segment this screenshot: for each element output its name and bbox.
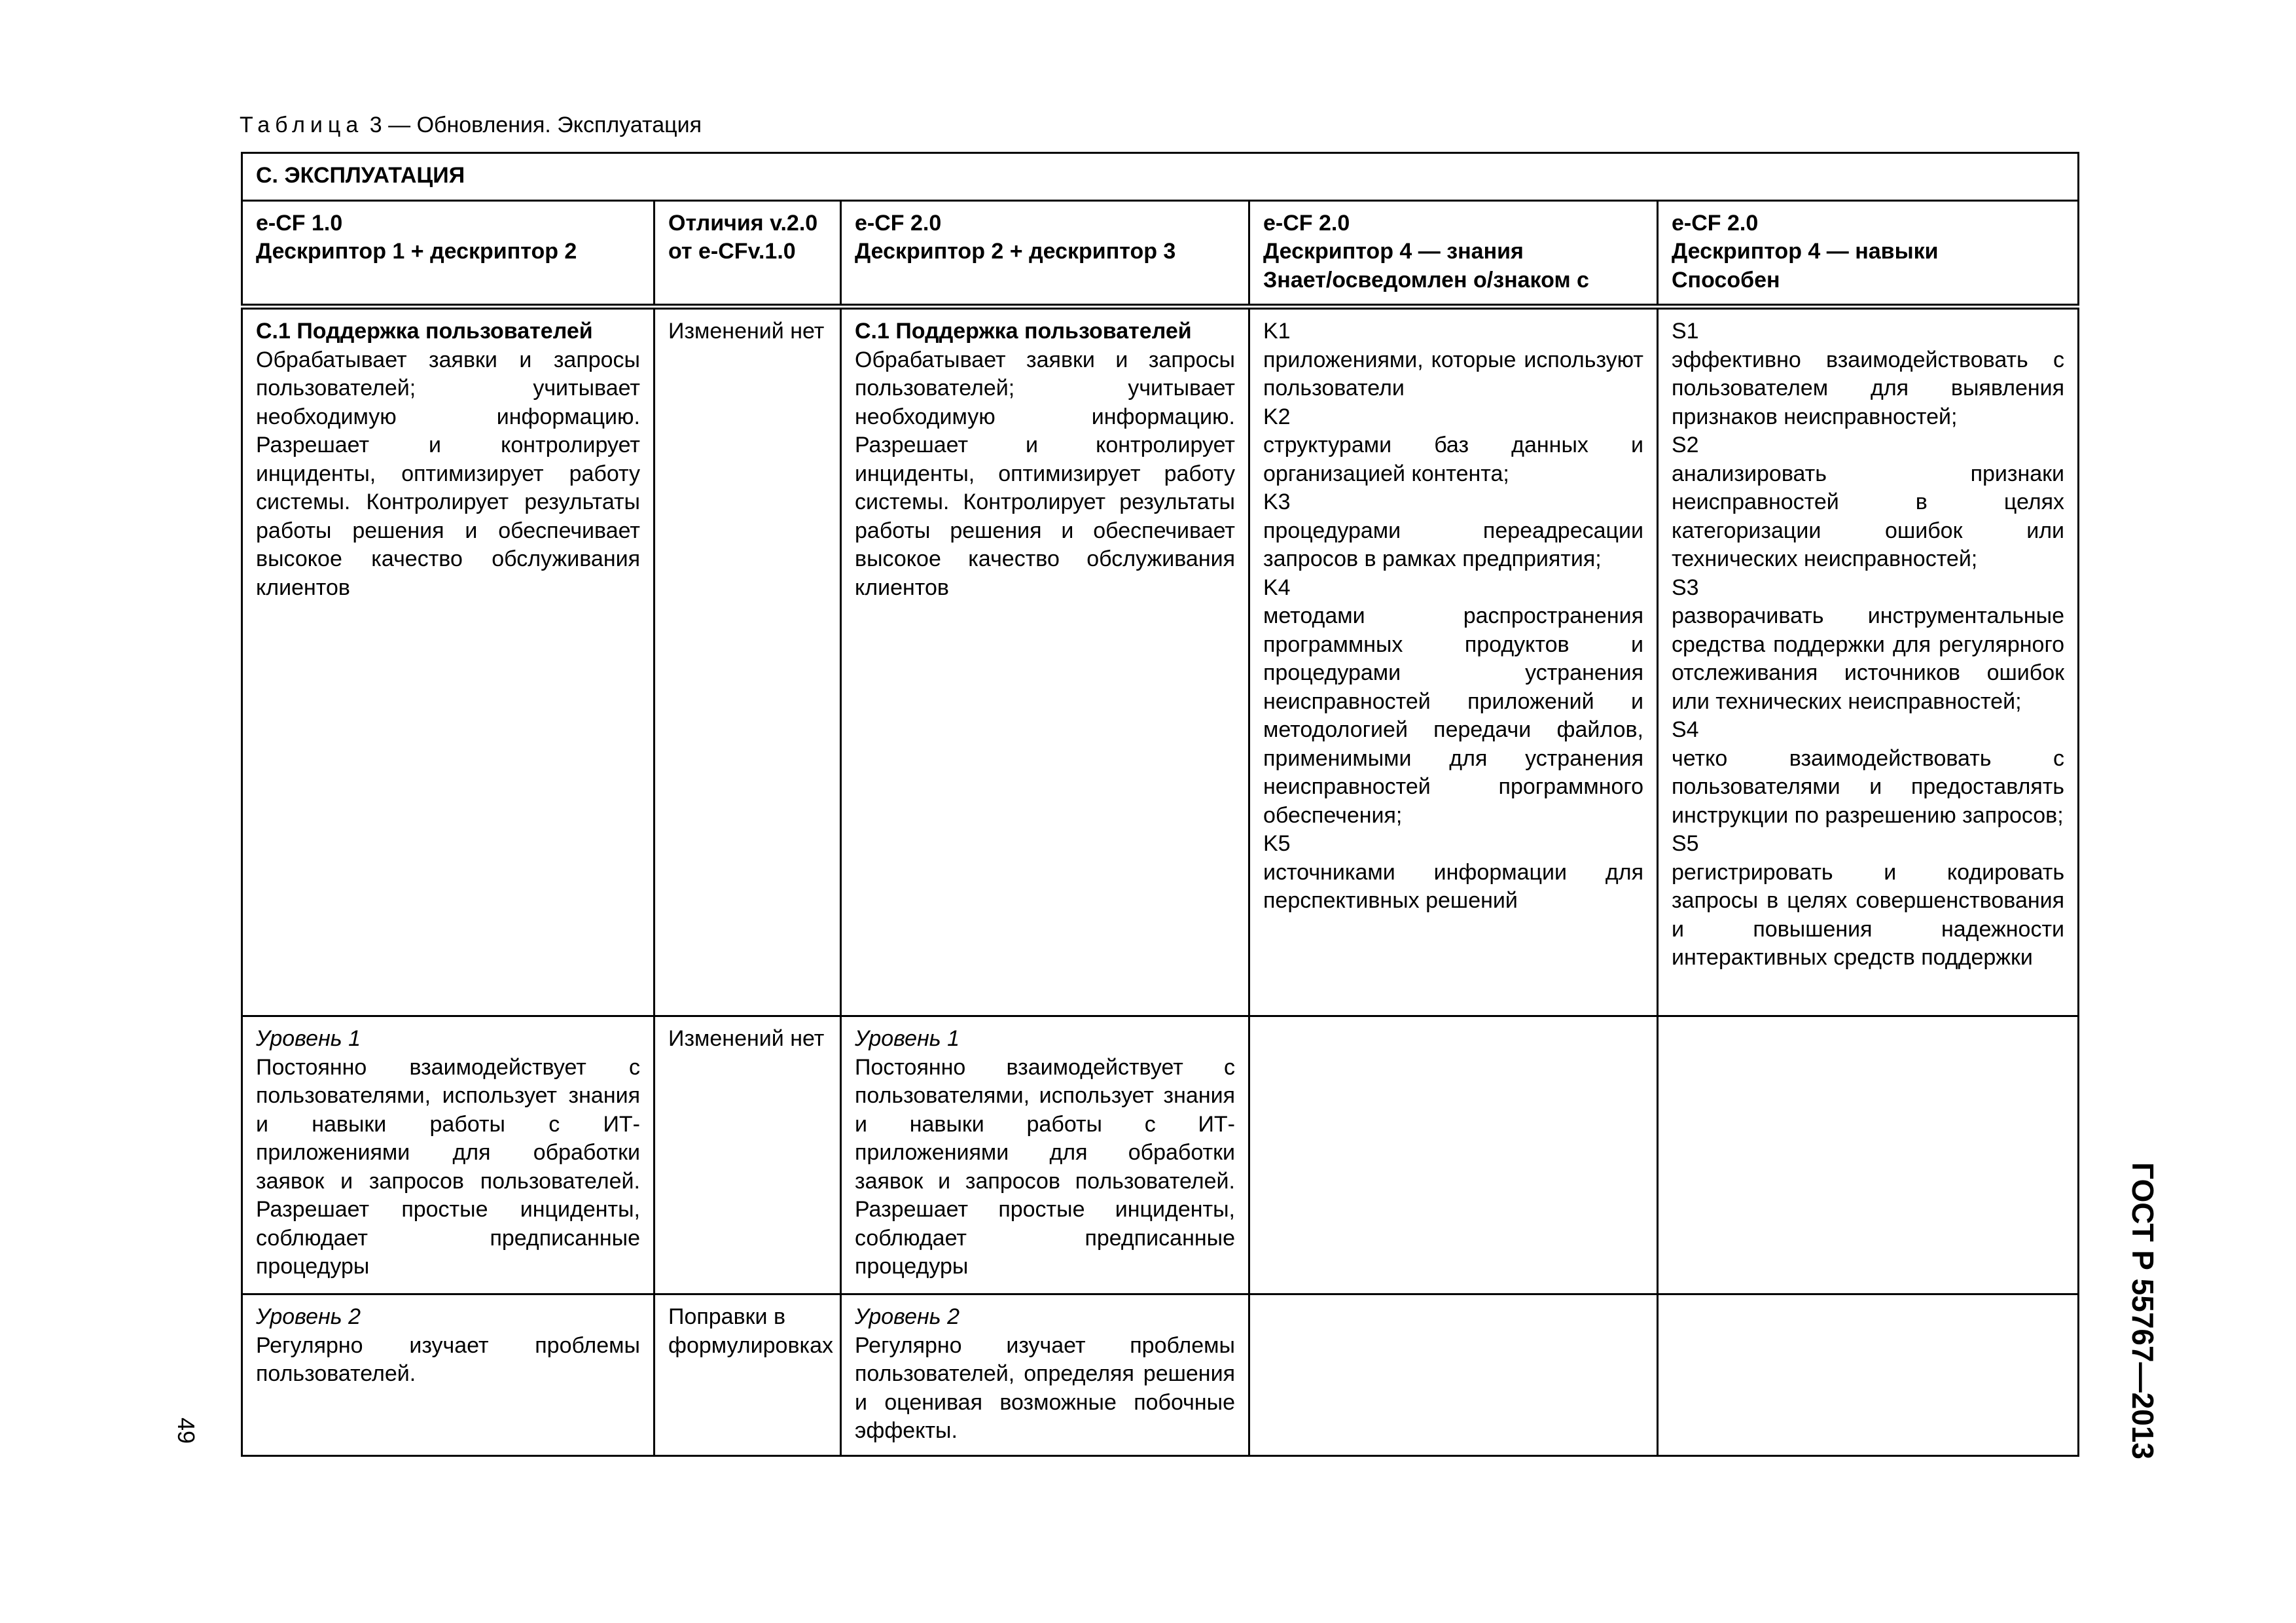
skill-text: разворачивать инструментальные средства поддержки для регулярного отслеживания источников ошибок или технических неисправностей; <box>1672 603 2065 714</box>
skill-code: S1 <box>1672 319 1699 344</box>
skill-code: S4 <box>1672 717 1699 742</box>
table-row-c1 <box>242 307 2079 1016</box>
skill-text: четко взаимодействовать с пользователями и предоставлять инструкции по разрешению запросов; <box>1672 745 2065 828</box>
skill-code: S2 <box>1672 433 1699 457</box>
header-line: от e-CFv.1.0 <box>668 239 796 264</box>
level-label: Уровень 2 <box>855 1304 960 1329</box>
cell-c1-v1 <box>242 307 655 1016</box>
knowledge-text: источниками информации для перспективных решений <box>1263 859 1643 913</box>
cell-l2-v1 <box>242 1294 655 1456</box>
cell-c1-knowledge <box>1249 307 1658 1016</box>
header-cell-ecf1 <box>242 200 655 307</box>
header-line: Способен <box>1672 267 1780 293</box>
header-line: e-CF 2.0 <box>1263 210 1350 236</box>
header-line: Дескриптор 1 + дескриптор 2 <box>256 239 577 264</box>
level-description: Регулярно изучает проблемы пользователей. <box>256 1332 640 1386</box>
level-label: Уровень 2 <box>256 1304 361 1329</box>
cell-c1-v2 <box>841 307 1249 1016</box>
knowledge-text: структурами баз данных и организацией контента; <box>1263 433 1643 486</box>
knowledge-code: K4 <box>1263 575 1291 600</box>
cell-l2-diff: Поправки в формулировках <box>655 1294 841 1456</box>
knowledge-text: приложениями, которые используют пользователи <box>1263 347 1643 401</box>
knowledge-code: K1 <box>1263 319 1291 344</box>
level-label: Уровень 1 <box>855 1026 960 1051</box>
level-description: Регулярно изучает проблемы пользователей, определяя решения и оценивая возможные побочные эффекты. <box>855 1332 1235 1443</box>
standard-code: ГОСТ Р 55767—2013 <box>2126 1162 2160 1459</box>
header-cell-ecf2-desc23 <box>841 200 1249 307</box>
header-cell-diff <box>655 200 841 307</box>
cell-l2-v2 <box>841 1294 1249 1456</box>
cell-l1-v2 <box>841 1016 1249 1294</box>
skill-code: S3 <box>1672 575 1699 600</box>
table-caption <box>240 110 702 140</box>
header-cell-ecf2-skills <box>1658 200 2079 307</box>
knowledge-code: K2 <box>1263 404 1291 429</box>
level-description: Постоянно взаимодействует с пользователями, использует знания и навыки работы с ИТ-приложениями для обработки заявок и запросов пользователей. Разрешает простые инциденты, соблюдает предписанные процедуры <box>855 1054 1235 1279</box>
header-line: e-CF 2.0 <box>855 210 942 236</box>
cell-c1-skills <box>1658 307 2079 1016</box>
header-line: Знает/осведомлен о/знаком с <box>1263 267 1589 293</box>
cell-l1-diff: Изменений нет <box>655 1016 841 1294</box>
header-line: Дескриптор 4 — навыки <box>1672 239 1939 264</box>
knowledge-code: K5 <box>1263 831 1291 856</box>
cell-l2-knowledge-empty <box>1249 1294 1658 1456</box>
column-header-row <box>242 200 2079 307</box>
section-header-row <box>242 153 2079 201</box>
knowledge-text: процедурами переадресации запросов в рамках предприятия; <box>1263 518 1643 571</box>
header-cell-ecf2-knowledge <box>1249 200 1658 307</box>
level-label: Уровень 1 <box>256 1026 361 1051</box>
table-row-level2 <box>242 1294 2079 1456</box>
skill-text: регистрировать и кодировать запросы в целях совершенствования и повышения надежности интерактивных средств поддержки <box>1672 859 2065 970</box>
competence-title: С.1 Поддержка пользователей <box>256 319 593 344</box>
header-line: e-CF 2.0 <box>1672 210 1759 236</box>
cell-l1-knowledge-empty <box>1249 1016 1658 1294</box>
table-caption-text: 3 — Обновления. Эксплуатация <box>369 113 702 137</box>
skill-code: S5 <box>1672 831 1699 856</box>
section-title: С. ЭКСПЛУАТАЦИЯ <box>242 153 2079 201</box>
competence-description: Обрабатывает заявки и запросы пользователей; учитывает необходимую информацию. Разрешает и контролирует инциденты, оптимизирует работу системы. Контролирует результаты работы решения и обеспечивает высокое качество обслуживания клиентов <box>855 347 1235 600</box>
competence-title: С.1 Поддержка пользователей <box>855 319 1192 344</box>
header-line: Отличия v.2.0 <box>668 210 818 236</box>
table-row-level1 <box>242 1016 2079 1294</box>
cell-l1-skills-empty <box>1658 1016 2079 1294</box>
level-description: Постоянно взаимодействует с пользователями, использует знания и навыки работы с ИТ-приложениями для обработки заявок и запросов пользователей. Разрешает простые инциденты, соблюдает предписанные процедуры <box>256 1054 640 1279</box>
header-line: Дескриптор 2 + дескриптор 3 <box>855 239 1176 264</box>
knowledge-code: K3 <box>1263 490 1291 514</box>
cell-l2-skills-empty <box>1658 1294 2079 1456</box>
table-caption-label: Таблица <box>240 113 364 137</box>
knowledge-text: методами распространения программных продуктов и процедурами устранения неисправностей приложений и методологией передачи файлов, применимыми для устранения неисправностей программного обеспечения; <box>1263 603 1643 828</box>
skill-text: эффективно взаимодействовать с пользователем для выявления признаков неисправностей; <box>1672 347 2065 429</box>
cell-c1-diff: Изменений нет <box>655 307 841 1016</box>
skill-text: анализировать признаки неисправностей в целях категоризации ошибок или технических неисправностей; <box>1672 461 2065 571</box>
header-line: e-CF 1.0 <box>256 210 343 236</box>
page-number: 49 <box>173 1418 200 1444</box>
cell-l1-v1 <box>242 1016 655 1294</box>
competence-description: Обрабатывает заявки и запросы пользователей; учитывает необходимую информацию. Разрешает и контролирует инциденты, оптимизирует работу системы. Контролирует результаты работы решения и обеспечивает высокое качество обслуживания клиентов <box>256 347 640 600</box>
header-line: Дескриптор 4 — знания <box>1263 239 1524 264</box>
competence-table <box>241 152 2079 1457</box>
